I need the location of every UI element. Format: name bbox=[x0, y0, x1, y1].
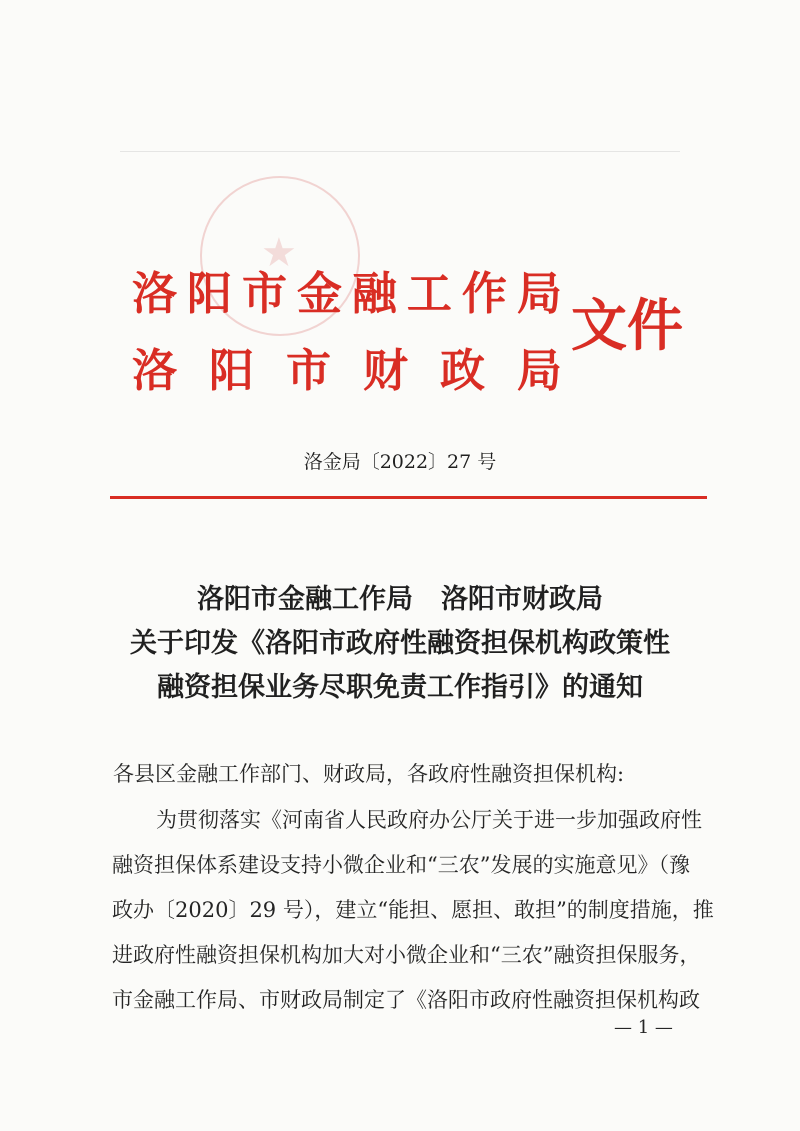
page-number: — 1 — bbox=[614, 1017, 673, 1038]
title-issuer-1: 洛阳市金融工作局 bbox=[197, 584, 413, 615]
title-issuer-2: 洛阳市财政局 bbox=[441, 584, 603, 615]
issuer-char: 阳 bbox=[208, 344, 254, 397]
document-word: 文件 bbox=[571, 293, 683, 359]
issuer-name-finance-bureau bbox=[132, 268, 562, 320]
issuer-char: 工 bbox=[406, 267, 452, 320]
issuer-char: 洛 bbox=[132, 267, 178, 320]
issuer-char: 市 bbox=[285, 344, 331, 397]
issuer-char: 局 bbox=[516, 344, 562, 397]
notice-title-line-3: 融资担保业务尽职免责工作指引》的通知 bbox=[157, 672, 643, 703]
issuer-name-finance-department bbox=[132, 345, 562, 397]
issuer-char: 局 bbox=[516, 267, 562, 320]
issuer-char: 作 bbox=[461, 267, 507, 320]
red-separator-line bbox=[110, 496, 707, 499]
issuer-char: 政 bbox=[439, 344, 485, 397]
issuer-char: 财 bbox=[362, 344, 408, 397]
document-number: 洛金局〔2022〕27 号 bbox=[303, 451, 497, 473]
notice-title-line-1 bbox=[0, 584, 800, 616]
issuer-char: 金 bbox=[296, 267, 342, 320]
seal-star-icon: ★ bbox=[261, 230, 297, 276]
body-paragraph-line: 市金融工作局、市财政局制定了《洛阳市政府性融资担保机构政 bbox=[112, 988, 700, 1012]
notice-title-line-2: 关于印发《洛阳市政府性融资担保机构政策性 bbox=[130, 628, 670, 659]
body-paragraph-line: 进政府性融资担保机构加大对小微企业和“三农”融资担保服务， bbox=[112, 943, 701, 967]
recipient-line: 各县区金融工作部门、财政局，各政府性融资担保机构: bbox=[113, 762, 625, 786]
body-paragraph-line: 为贯彻落实《河南省人民政府办公厅关于进一步加强政府性 bbox=[156, 808, 702, 832]
issuer-char: 融 bbox=[351, 267, 397, 320]
issuer-char: 市 bbox=[241, 267, 287, 320]
body-paragraph-line: 融资担保体系建设支持小微企业和“三农”发展的实施意见》（豫 bbox=[112, 853, 690, 877]
body-paragraph-line: 政办〔2020〕29 号），建立“能担、愿担、敢担”的制度措施，推 bbox=[112, 898, 714, 922]
faint-scan-line bbox=[120, 151, 680, 152]
issuer-char: 洛 bbox=[132, 344, 178, 397]
issuer-char: 阳 bbox=[186, 267, 232, 320]
